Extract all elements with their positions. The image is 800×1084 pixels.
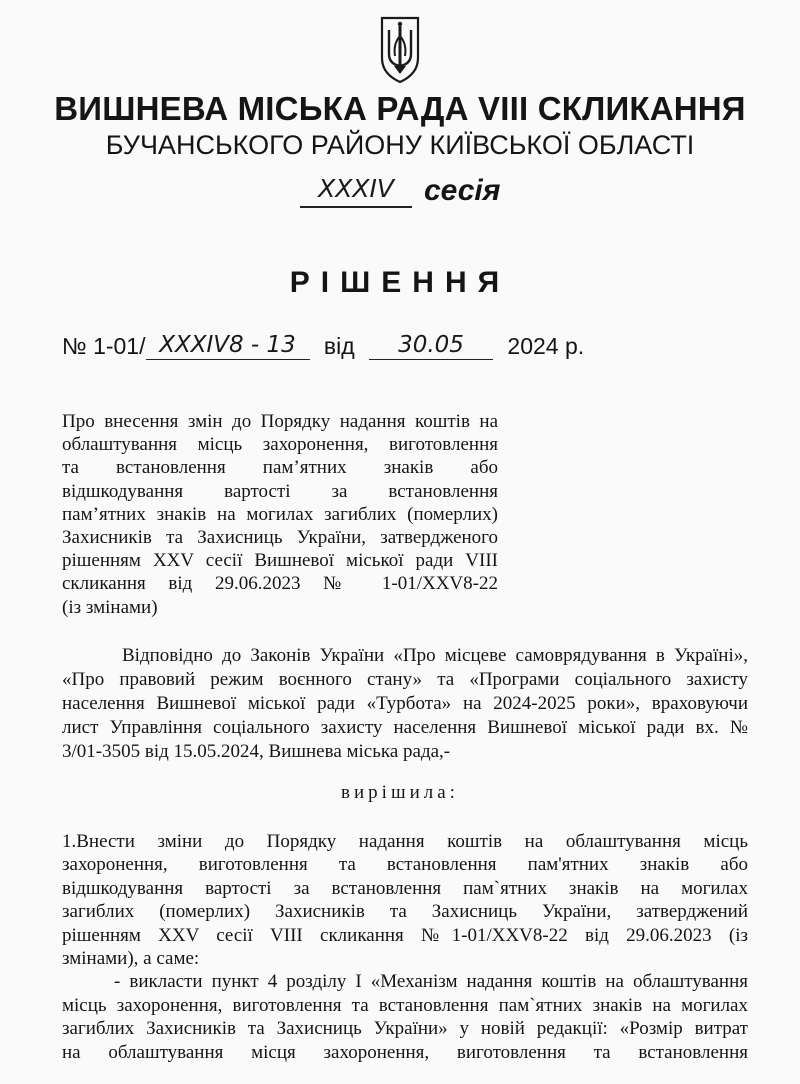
- subject-block: [62, 410, 498, 619]
- subject-line: (із змінами): [62, 596, 158, 618]
- decision-line: на облаштування місця захоронення, виготовлення та встановлення: [62, 1041, 748, 1063]
- preamble-line: населення Вишневої міської ради «Турбота» на 2024-2025 роки», враховуючи: [62, 693, 748, 714]
- subject-line: скликання від 29.06.2023 № 1-01/XXV8-22: [62, 573, 498, 595]
- session-line: [300, 172, 500, 212]
- decision-line: змінами), а саме:: [62, 948, 200, 970]
- subject-line: відшкодування вартості за встановлення: [62, 480, 498, 502]
- subject-line: облаштування місць захоронення, виготовлення: [62, 434, 498, 456]
- number-handwritten: XXXIV8 - 13: [146, 332, 310, 360]
- decision-paragraph: [62, 830, 748, 1064]
- subject-line: та встановлення пам’ятних знаків або: [62, 457, 498, 479]
- date-handwritten: 30.05: [369, 332, 493, 360]
- session-word: сесія: [424, 174, 501, 207]
- preamble-line: 3/01-3505 від 15.05.2024, Вишнева міська рада,-: [62, 741, 451, 762]
- number-prefix: № 1-01/: [62, 333, 146, 359]
- preamble-line: «Про правовий режим воєнного стану» та «Програми соціального захисту: [62, 669, 748, 690]
- decision-line: - викласти пункт 4 розділу I «Механізм надання коштів на облаштування: [114, 971, 748, 993]
- decision-line: загиблих Захисників та Захисниць України» у новій редакції: «Розмір витрат: [62, 1018, 748, 1040]
- decision-line: загиблих (померлих) Захисників та Захисниць України, затверджений: [62, 901, 748, 923]
- decision-number-line: [62, 332, 584, 360]
- date-label: від: [323, 333, 355, 359]
- council-district: БУЧАНСЬКОГО РАЙОНУ КИЇВСЬКОЇ ОБЛАСТІ: [105, 130, 695, 160]
- year-text: 2024 р.: [507, 333, 585, 359]
- decision-line: 1.Внести зміни до Порядку надання коштів на облаштування місць: [62, 831, 748, 852]
- subject-line: Про внесення змін до Порядку надання коштів на: [62, 411, 498, 432]
- document-title: РІШЕННЯ: [289, 266, 511, 299]
- subject-line: пам’ятних знаків на могилах загиблих (померлих): [62, 503, 498, 525]
- trident-emblem-icon: [376, 14, 424, 84]
- preamble-line: лист Управління соціального захисту населення Вишневої міської ради вх. №: [62, 717, 748, 738]
- preamble-paragraph: [62, 644, 748, 764]
- decision-line: рішенням XXV сесії VIII скликання №1-01/XXV8-22 від 29.06.2023 (із: [62, 924, 748, 946]
- council-name: ВИШНЕВА МІСЬКА РАДА VIII СКЛИКАННЯ: [54, 90, 746, 127]
- preamble-line: Відповідно до Законів України «Про місцеве самоврядування в Україні»,: [122, 645, 748, 666]
- subject-line: рішенням XXV сесії Вишневої міської ради VIII: [62, 550, 498, 572]
- decided-heading: вирішила:: [341, 782, 459, 803]
- decision-line: відшкодування вартості за встановлення пам`ятних знаків на могилах: [62, 877, 748, 899]
- session-number-handwritten: XXXIV: [300, 172, 412, 208]
- decision-line: захоронення, виготовлення та встановлення пам'ятних знаків або: [62, 854, 748, 876]
- decision-line: місць захоронення, виготовлення та встановлення пам`ятних знаків на могилах: [62, 994, 748, 1016]
- subject-line: Захисників та Захисниць України, затвердженого: [62, 527, 498, 549]
